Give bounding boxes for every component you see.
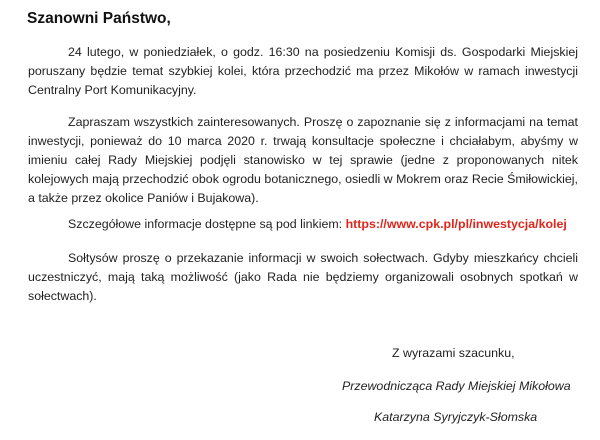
paragraph-meeting-info [28, 43, 578, 100]
paragraph-village-heads-text: Sołtysów proszę o przekazanie informacji w swoich sołectwach. Gdyby mieszkańcy chcieli uczestniczyć, mają taką możliwość (jako Rada nie będziemy organizowali osobnych spotkań w sołectwach). [28, 251, 578, 303]
salutation: Szanowni Państwo, [27, 10, 171, 27]
signature-role: Przewodnicząca Rady Miejskiej Mikołowa [342, 379, 571, 393]
paragraph-invitation-text: Zapraszam wszystkich zainteresowanych. Proszę o zapoznanie się z informacjami na temat inwestycji, ponieważ do 10 marca 2020 r. trwają konsultacje społeczne i chciałabym, abyśmy w imieniu całej Rady Miejskiej podjęli stanowisko w tej sprawie (jedne z proponowanych nitek kolejowych mają przechodzić obok ogrodu botanicznego, osiedli w Mokrem oraz Recie Śmiłowickiej, a także przez okolice Paniów i Bujakowa). [28, 115, 578, 205]
paragraph-invitation [28, 113, 578, 208]
signature-name: Katarzyna Syryjczyk-Słomska [374, 410, 538, 424]
paragraph-details-text: Szczegółowe informacje dostępne są pod linkiem: [68, 217, 346, 231]
paragraph-village-heads [28, 249, 578, 306]
paragraph-meeting-text: 24 lutego, w poniedziałek, o godz. 16:30 na posiedzeniu Komisji ds. Gospodarki Miejskiej poruszany będzie temat szybkiej kolei, która przechodzić ma przez Mikołów w ramach inwestycji Centralny Port Komunikacyjny. [28, 45, 578, 97]
paragraph-details-link [28, 215, 578, 234]
closing-phrase: Z wyrazami szacunku, [392, 346, 515, 360]
investment-link[interactable]: https://www.cpk.pl/pl/inwestycja/kolej [345, 217, 567, 231]
